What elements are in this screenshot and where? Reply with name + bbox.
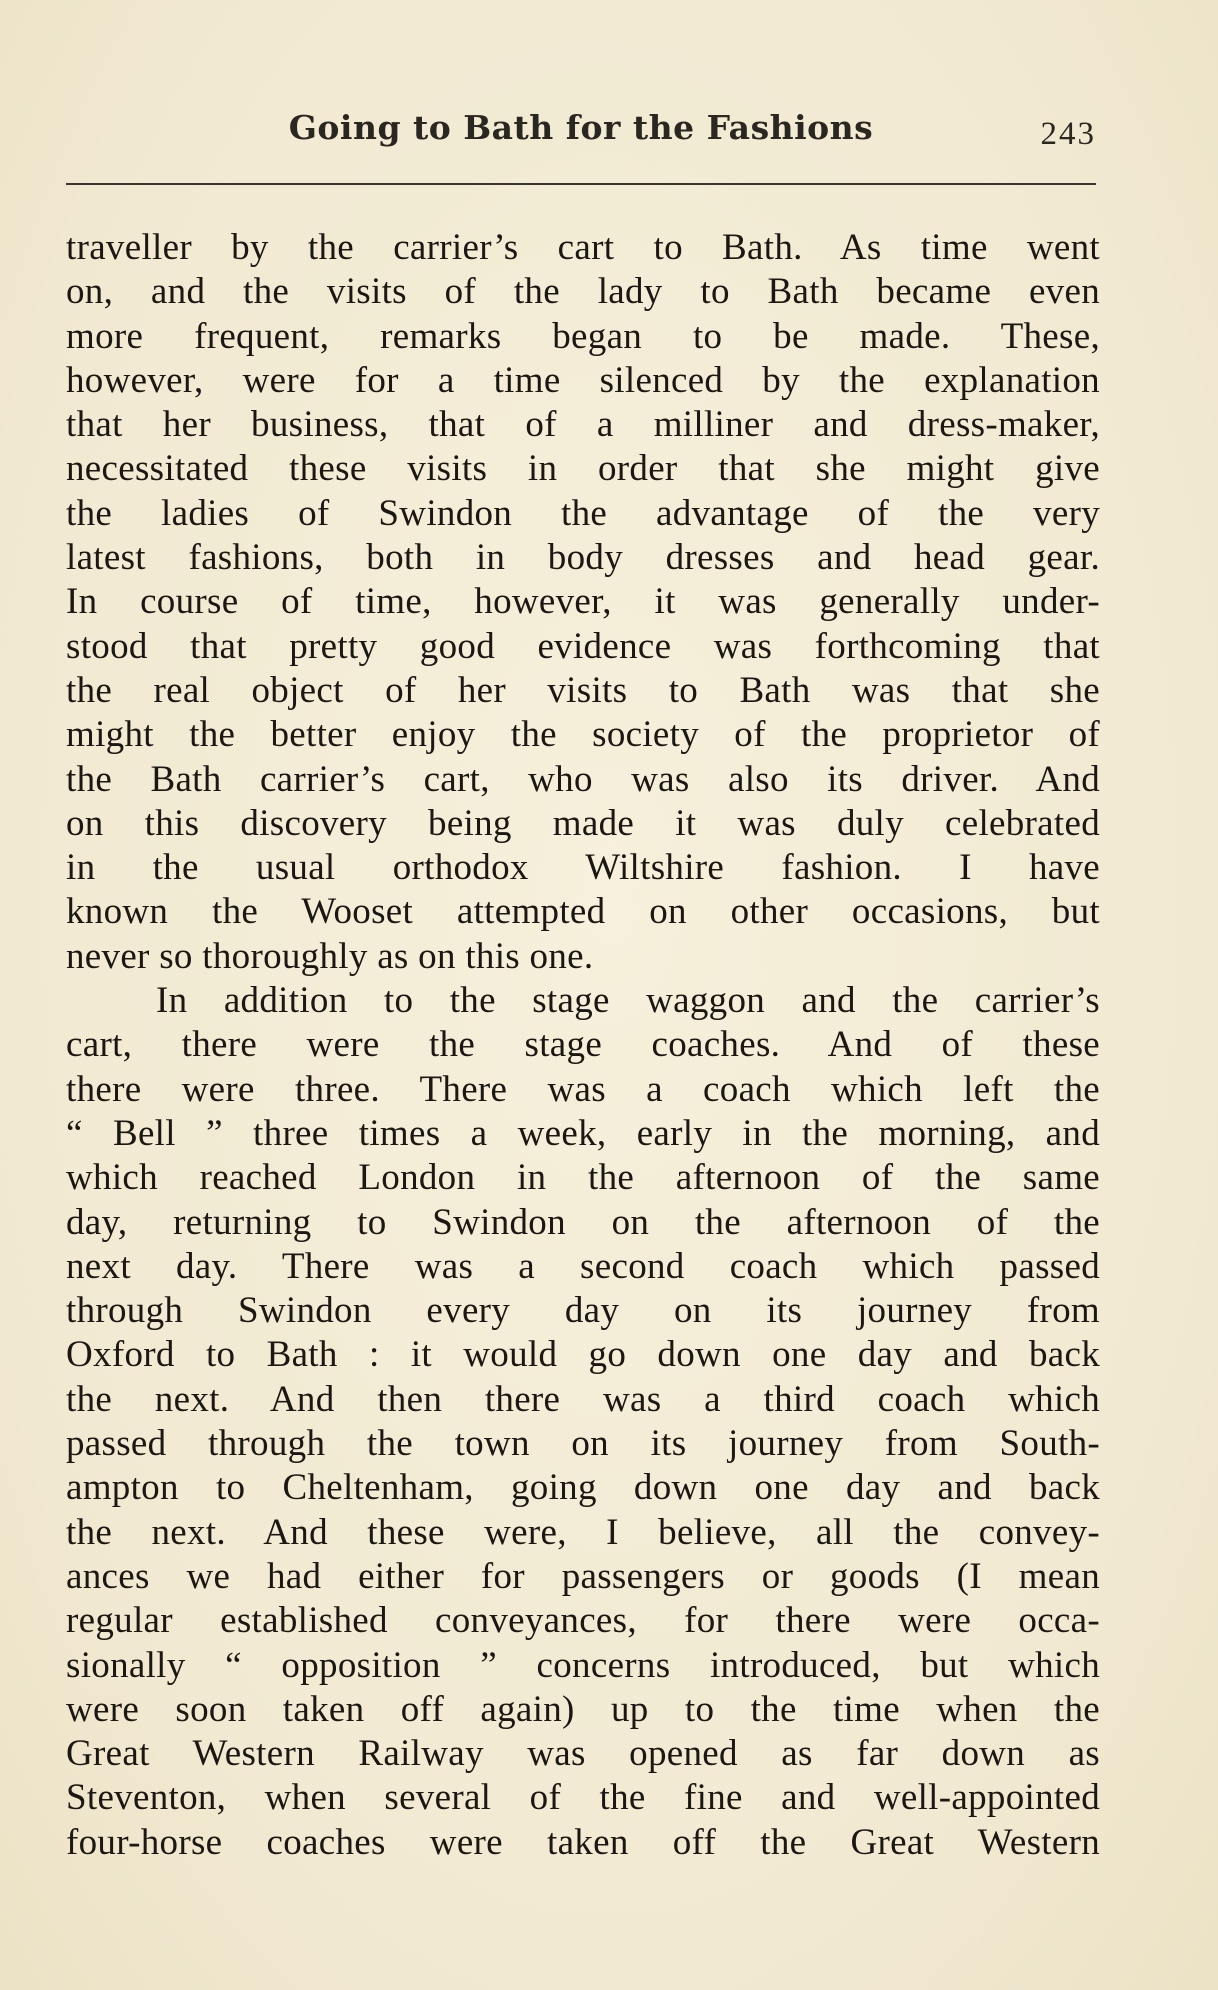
- text-line: necessitated these visits in order that she might give: [66, 448, 1100, 490]
- text-line: passed through the town on its journey from South-: [66, 1423, 1100, 1465]
- text-line: day, returning to Swindon on the afternoon of the: [66, 1201, 1100, 1243]
- text-line: ances we had either for passengers or goods (I mean: [66, 1555, 1100, 1597]
- text-line: there were three. There was a coach which left the: [66, 1068, 1100, 1110]
- page-number: 243: [1040, 116, 1096, 152]
- text-line: through Swindon every day on its journey from: [66, 1290, 1100, 1332]
- text-line: regular established conveyances, for there were occa-: [66, 1600, 1100, 1642]
- text-line: the real object of her visits to Bath was that she: [66, 669, 1100, 711]
- text-line: ampton to Cheltenham, going down one day and back: [66, 1467, 1100, 1509]
- text-line: Steventon, when several of the fine and well-appointed: [66, 1777, 1100, 1819]
- text-line: the Bath carrier’s cart, who was also its driver. And: [66, 758, 1100, 800]
- body-text: [66, 226, 1100, 1865]
- text-line: the next. And then there was a third coach which: [66, 1378, 1100, 1420]
- text-line: might the better enjoy the society of the proprietor of: [66, 714, 1100, 756]
- text-line: next day. There was a second coach which passed: [66, 1245, 1100, 1287]
- text-line: “ Bell ” three times a week, early in the morning, and: [66, 1112, 1100, 1154]
- text-line: were soon taken off again) up to the time when the: [66, 1688, 1100, 1730]
- text-line: known the Wooset attempted on other occasions, but: [66, 891, 1100, 933]
- text-line-paragraph-start: In addition to the stage waggon and the carrier’s: [156, 980, 1100, 1022]
- text-line: the ladies of Swindon the advantage of the very: [66, 492, 1100, 534]
- text-line: cart, there were the stage coaches. And of these: [66, 1024, 1100, 1066]
- header-rule: [66, 183, 1096, 185]
- text-line: more frequent, remarks began to be made. These,: [66, 315, 1100, 357]
- text-line: which reached London in the afternoon of the same: [66, 1157, 1100, 1199]
- text-line: In course of time, however, it was generally under-: [66, 581, 1100, 623]
- text-line-paragraph-end: never so thoroughly as on this one.: [66, 935, 594, 977]
- running-head: [66, 108, 1096, 168]
- text-line: on, and the visits of the lady to Bath became even: [66, 271, 1100, 313]
- running-title: Going to Bath for the Fashions: [288, 108, 874, 147]
- text-line: the next. And these were, I believe, all the convey-: [66, 1511, 1100, 1553]
- text-line: in the usual orthodox Wiltshire fashion. I have: [66, 847, 1100, 889]
- text-line: traveller by the carrier’s cart to Bath. As time went: [66, 227, 1100, 268]
- text-line: four-horse coaches were taken off the Great Western: [66, 1821, 1100, 1863]
- text-line: stood that pretty good evidence was forthcoming that: [66, 625, 1100, 667]
- text-line: latest fashions, both in body dresses and head gear.: [66, 537, 1100, 579]
- text-line: Oxford to Bath : it would go down one day and back: [66, 1334, 1100, 1376]
- text-line: Great Western Railway was opened as far down as: [66, 1733, 1100, 1775]
- text-line: however, were for a time silenced by the explanation: [66, 359, 1100, 401]
- text-line: sionally “ opposition ” concerns introduced, but which: [66, 1644, 1100, 1686]
- text-line: on this discovery being made it was duly celebrated: [66, 802, 1100, 844]
- text-line: that her business, that of a milliner and dress-maker,: [66, 404, 1100, 446]
